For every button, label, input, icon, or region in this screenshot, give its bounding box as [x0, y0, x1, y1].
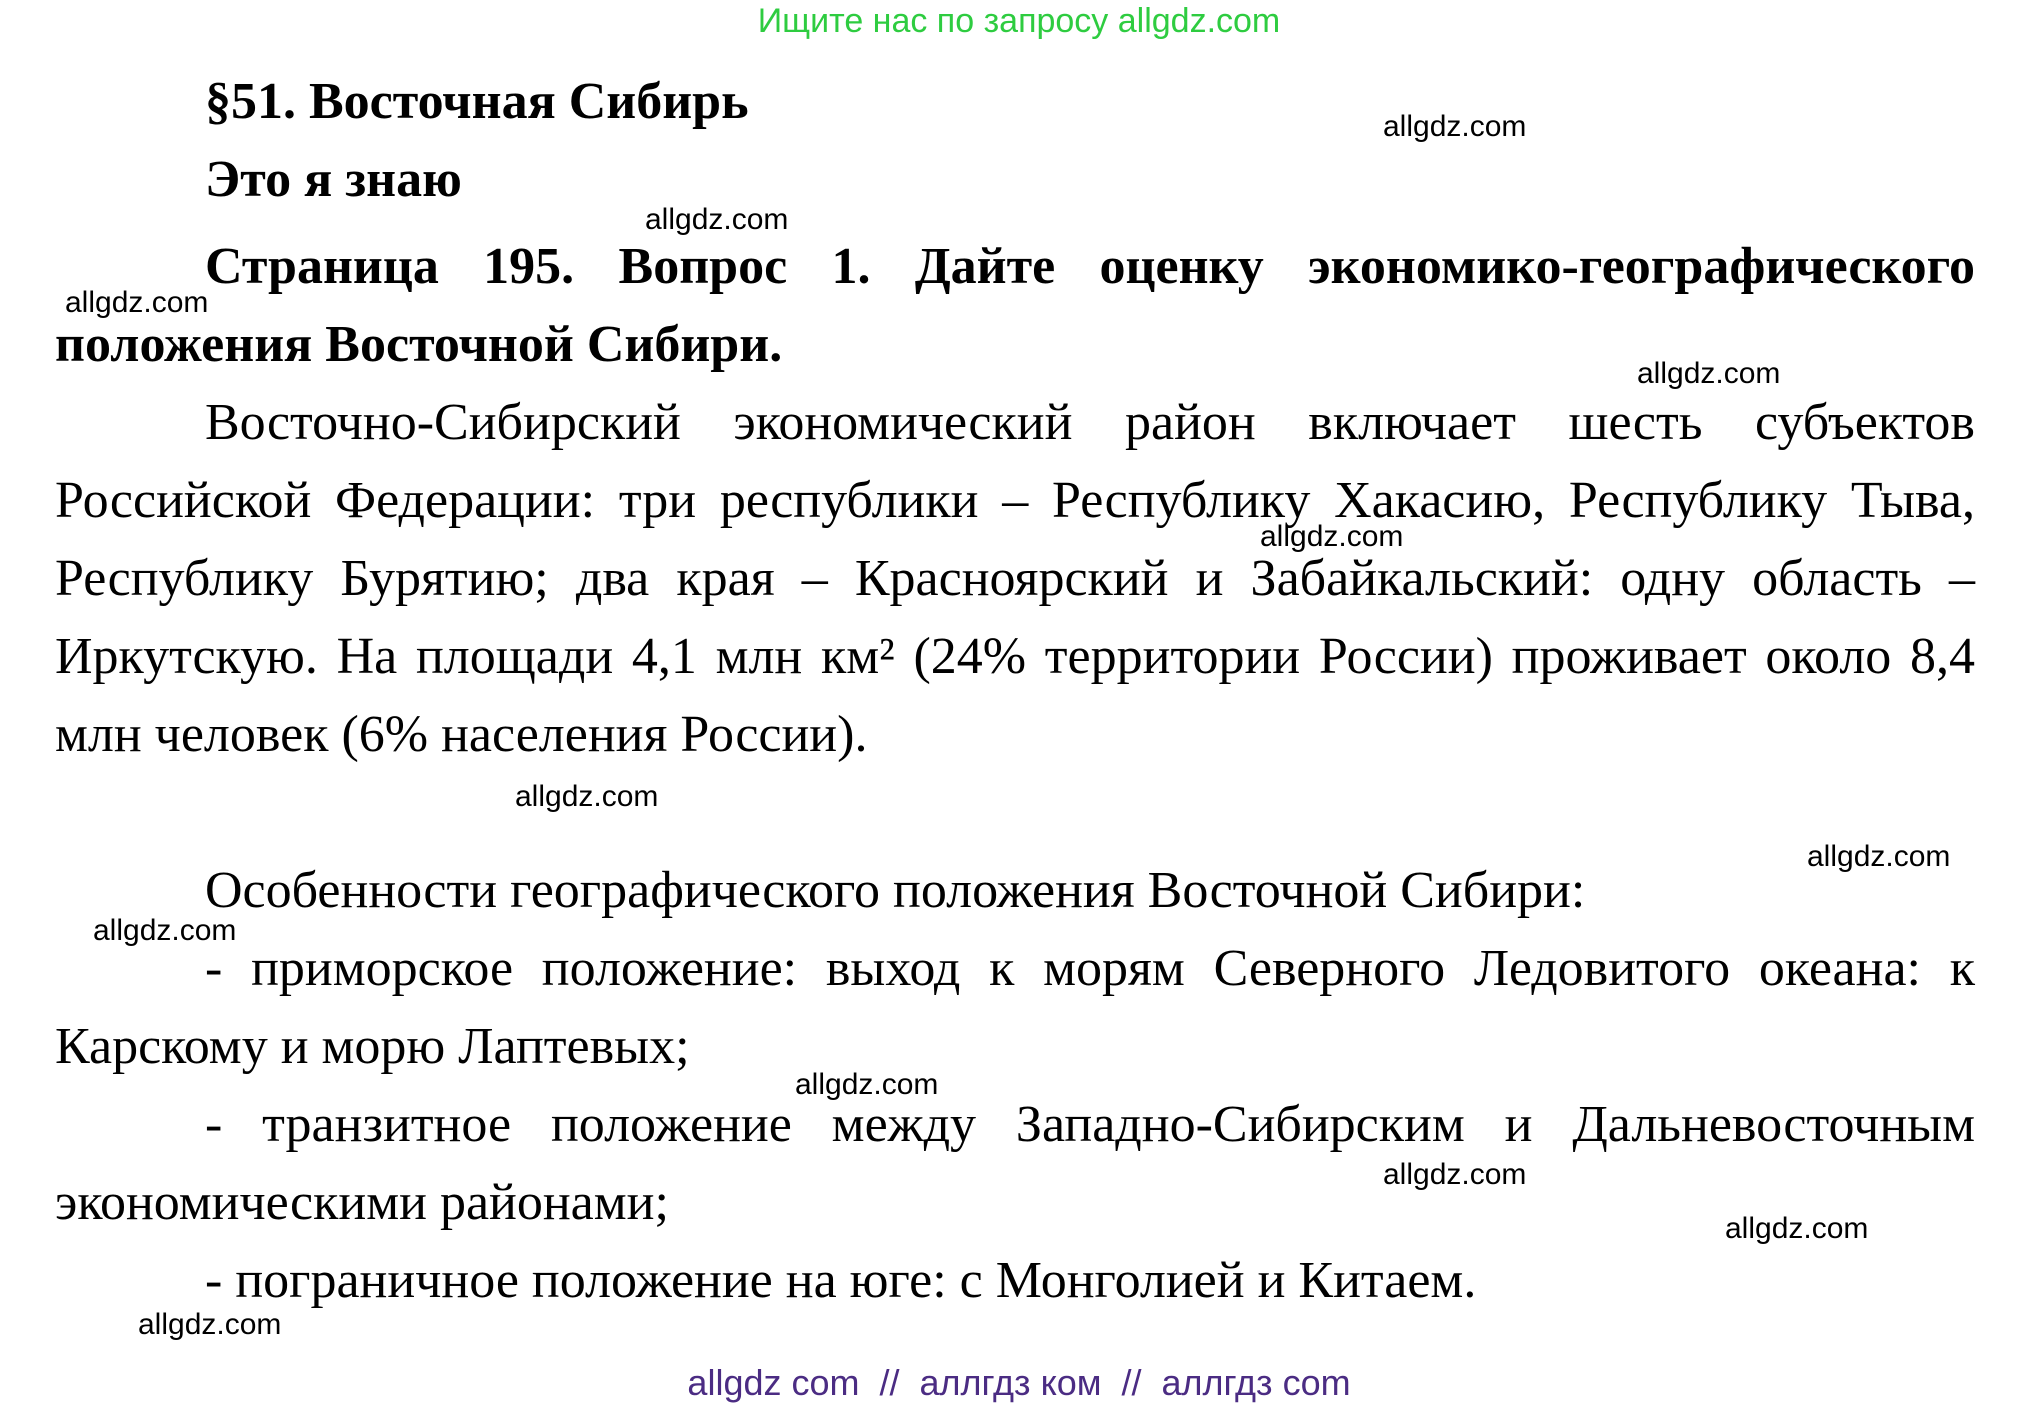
watermark: allgdz.com [515, 780, 659, 813]
paragraph-region-overview: Восточно-Сибирский экономический район включает шесть субъектов Российской Федерации: три республики – Республику Хакасию, Республику Тыва, Республику Бурятию; два края – Красноярский и Забайкальский: одну область – Иркутскую. На площади 4,1 млн км² (24% территории России) проживает около 8,4 млн человек (6% населения России). [55, 394, 1975, 763]
watermark: allgdz.com [645, 203, 789, 236]
watermark: allgdz.com [795, 1068, 939, 1101]
watermark: allgdz.com [1260, 520, 1404, 553]
watermark: allgdz.com [1383, 110, 1527, 143]
watermark: allgdz.com [65, 286, 209, 319]
paragraph-features-intro: Особенности географического положения Восточной Сибири: [205, 862, 1586, 919]
section-title: §51. Восточная Сибирь [205, 73, 749, 130]
footer-links: allgdz com // аллгдз ком // аллгдз com [687, 1362, 1351, 1403]
list-item-transit: - транзитное положение между Западно-Сибирским и Дальневосточным экономическими районами; [55, 1096, 1975, 1231]
watermark: allgdz.com [1807, 840, 1951, 873]
watermark: allgdz.com [138, 1308, 282, 1341]
watermark: allgdz.com [93, 914, 237, 947]
top-banner: Ищите нас по запросу allgdz.com [757, 2, 1281, 40]
question-heading: Страница 195. Вопрос 1. Дайте оценку экономико-географического положения Восточной Сибири. [55, 238, 1975, 373]
subsection-title: Это я знаю [205, 151, 462, 208]
watermark: allgdz.com [1725, 1212, 1869, 1245]
list-item-maritime: - приморское положение: выход к морям Северного Ледовитого океана: к Карскому и морю Лаптевых; [55, 940, 1975, 1075]
watermark: allgdz.com [1383, 1158, 1527, 1191]
watermark: allgdz.com [1637, 357, 1781, 390]
list-item-border: - пограничное положение на юге: с Монголией и Китаем. [205, 1252, 1477, 1309]
